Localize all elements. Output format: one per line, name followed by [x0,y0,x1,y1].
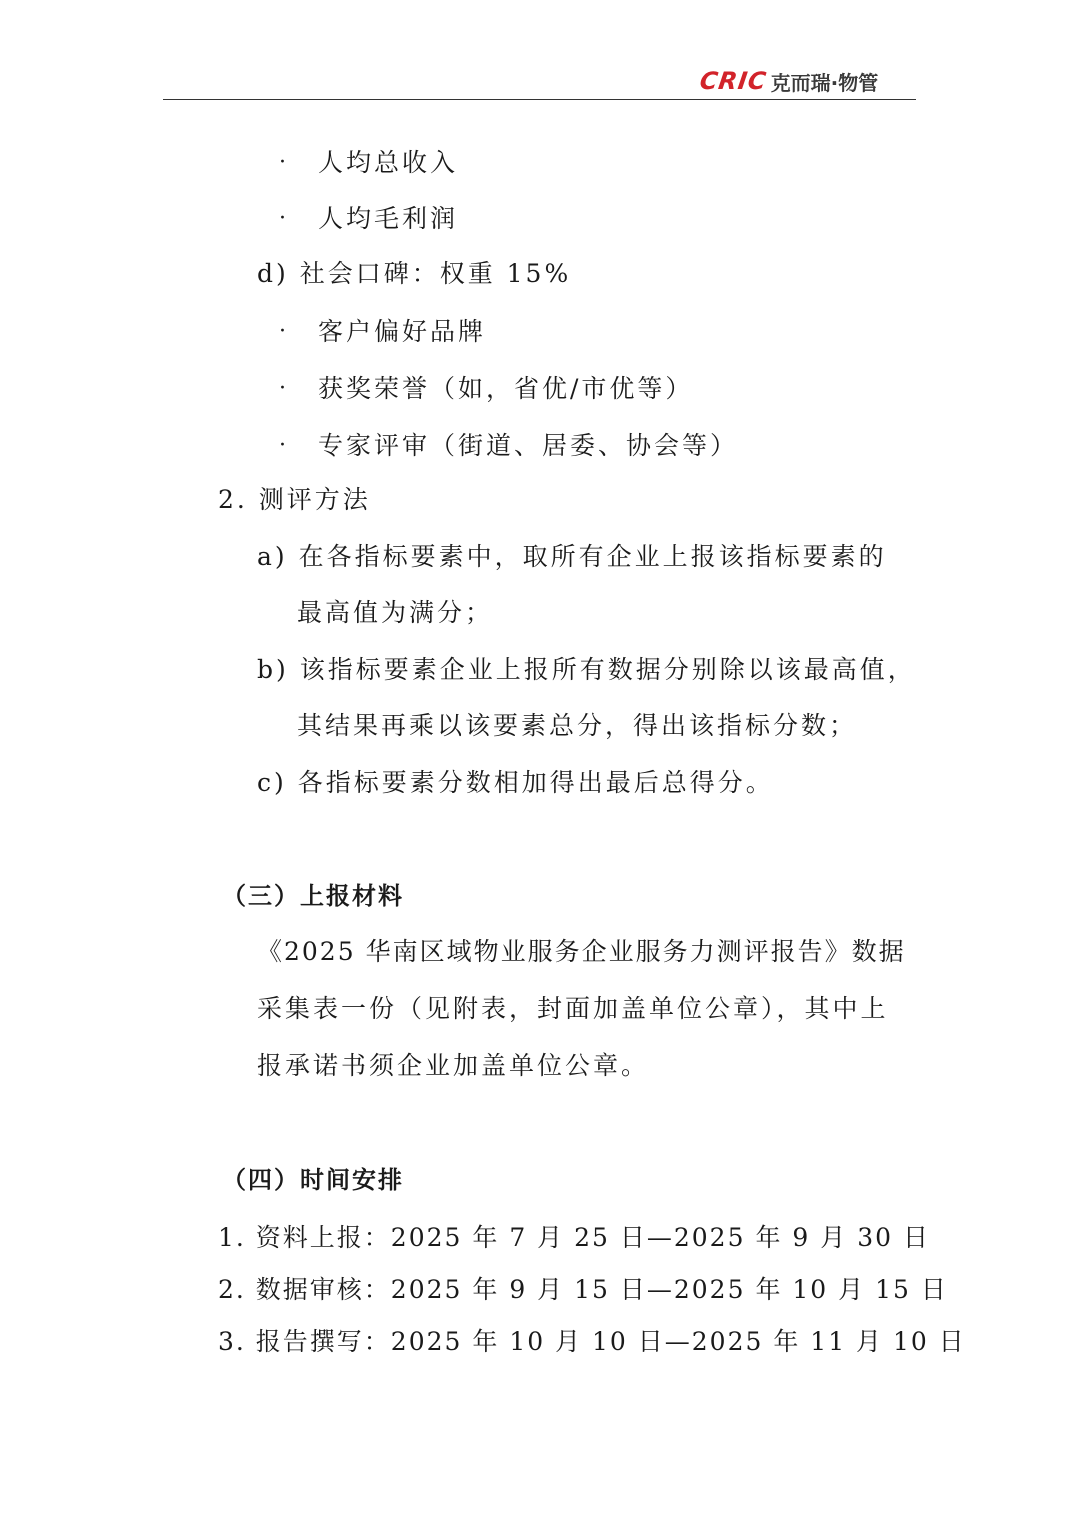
schedule-item: 1. 资料上报：2025 年 7 月 25 日—2025 年 9 月 30 日 [218,1223,930,1252]
method-a-line2: 最高值为满分； [297,598,494,627]
schedule-item: 2. 数据审核：2025 年 9 月 15 日—2025 年 10 月 15 日 [218,1275,948,1304]
bullet-item: 获奖荣誉（如，省优/市优等） [318,374,694,403]
bullet-item: 客户偏好品牌 [318,317,487,346]
section3-title: （三）上报材料 [222,882,404,910]
bullet-icon: · [279,150,286,175]
method-title: 2. 测评方法 [218,485,371,514]
bullet-icon: · [279,433,286,458]
cric-logo [700,66,878,96]
method-b-line1: b) 该指标要素企业上报所有数据分别除以该最高值， [257,655,916,684]
bullet-icon: · [279,319,286,344]
schedule-item: 3. 报告撰写：2025 年 10 月 10 日—2025 年 11 月 10 日 [218,1327,966,1356]
method-b-line2: 其结果再乘以该要素总分，得出该指标分数； [297,711,858,740]
bullet-icon: · [279,376,286,401]
logo-mark: CRIC [698,67,769,95]
section3-paragraph-line2: 采集表一份（见附表，封面加盖单位公章），其中上 [257,994,889,1023]
logo-text: 克而瑞·物管 [770,70,879,95]
bullet-item: 专家评审（街道、居委、协会等） [318,431,739,460]
section3-paragraph-line3: 报承诺书须企业加盖单位公章。 [257,1051,650,1080]
header-divider [163,99,916,100]
bullet-item: 人均毛利润 [318,204,459,233]
method-c: c) 各指标要素分数相加得出最后总得分。 [257,768,774,797]
section3-paragraph-line1: 《2025 华南区域物业服务企业服务力测评报告》数据 [257,937,906,966]
item-d: d) 社会口碑：权重 15% [257,259,572,288]
bullet-item: 人均总收入 [318,148,459,177]
bullet-icon: · [279,206,286,231]
section4-title: （四）时间安排 [222,1166,404,1194]
method-a-line1: a) 在各指标要素中，取所有企业上报该指标要素的 [257,542,887,571]
